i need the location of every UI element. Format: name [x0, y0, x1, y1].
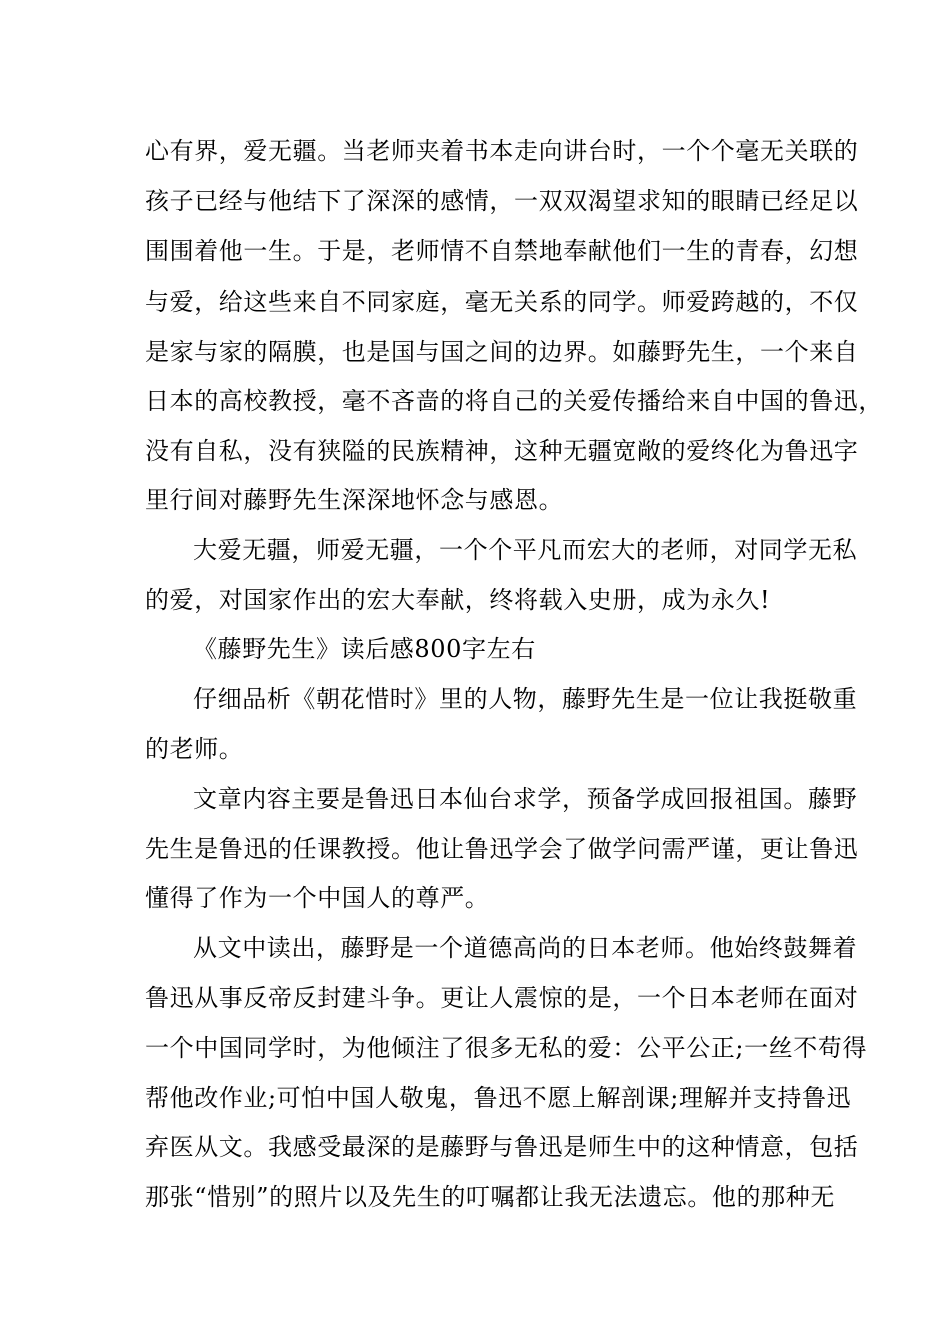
paragraph-first-line: 从文中读出，藤野是一个道德高尚的日本老师。他始终鼓舞着 [193, 934, 858, 962]
text-line: 帮他改作业;可怕中国人敬鬼，鲁迅不愿上解剖课;理解并支持鲁迅 [145, 1084, 852, 1112]
text-line: 一个中国同学时，为他倾注了很多无私的爱：公平公正;一丝不苟得 [145, 1034, 868, 1062]
text-line: 鲁迅从事反帝反封建斗争。更让人震惊的是，一个日本老师在面对 [145, 984, 859, 1012]
text-line: 那张“惜别”的照片以及先生的叮嘱都让我无法遗忘。他的那种无 [145, 1183, 835, 1211]
text-line: 围围着他一生。于是，老师情不自禁地奉献他们一生的青春，幻想 [145, 237, 859, 265]
text-line: 是家与家的隔膜，也是国与国之间的边界。如藤野先生，一个来自 [145, 338, 859, 366]
text-line: 与爱，给这些来自不同家庭，毫无关系的同学。师爱跨越的，不仅 [145, 288, 859, 316]
section-heading: 《藤野先生》读后感800字左右 [193, 635, 536, 663]
text-line: 孩子已经与他结下了深深的感情，一双双渴望求知的眼睛已经足以 [145, 187, 859, 215]
text-line: 懂得了作为一个中国人的尊严。 [145, 884, 490, 912]
text-line: 弃医从文。我感受最深的是藤野与鲁迅是师生中的这种情意，包括 [145, 1133, 859, 1161]
paragraph-first-line: 大爱无疆，师爱无疆，一个个平凡而宏大的老师，对同学无私 [193, 536, 858, 564]
paragraph-first-line: 仔细品析《朝花惜时》里的人物，藤野先生是一位让我挺敬重 [193, 685, 858, 713]
text-line: 心有界，爱无疆。当老师夹着书本走向讲台时，一个个毫无关联的 [145, 137, 859, 165]
text-line: 日本的高校教授，毫不吝啬的将自己的关爱传播给来自中国的鲁迅， [145, 387, 883, 415]
text-line: 的爱，对国家作出的宏大奉献，终将载入史册，成为永久! [145, 586, 771, 614]
text-line: 先生是鲁迅的任课教授。他让鲁迅学会了做学问需严谨，更让鲁迅 [145, 835, 859, 863]
text-line: 没有自私，没有狭隘的民族精神，这种无疆宽敞的爱终化为鲁迅字 [145, 437, 859, 465]
text-line: 的老师。 [145, 735, 244, 763]
paragraph-first-line: 文章内容主要是鲁迅日本仙台求学，预备学成回报祖国。藤野 [193, 785, 858, 813]
text-line: 里行间对藤野先生深深地怀念与感恩。 [145, 486, 564, 514]
